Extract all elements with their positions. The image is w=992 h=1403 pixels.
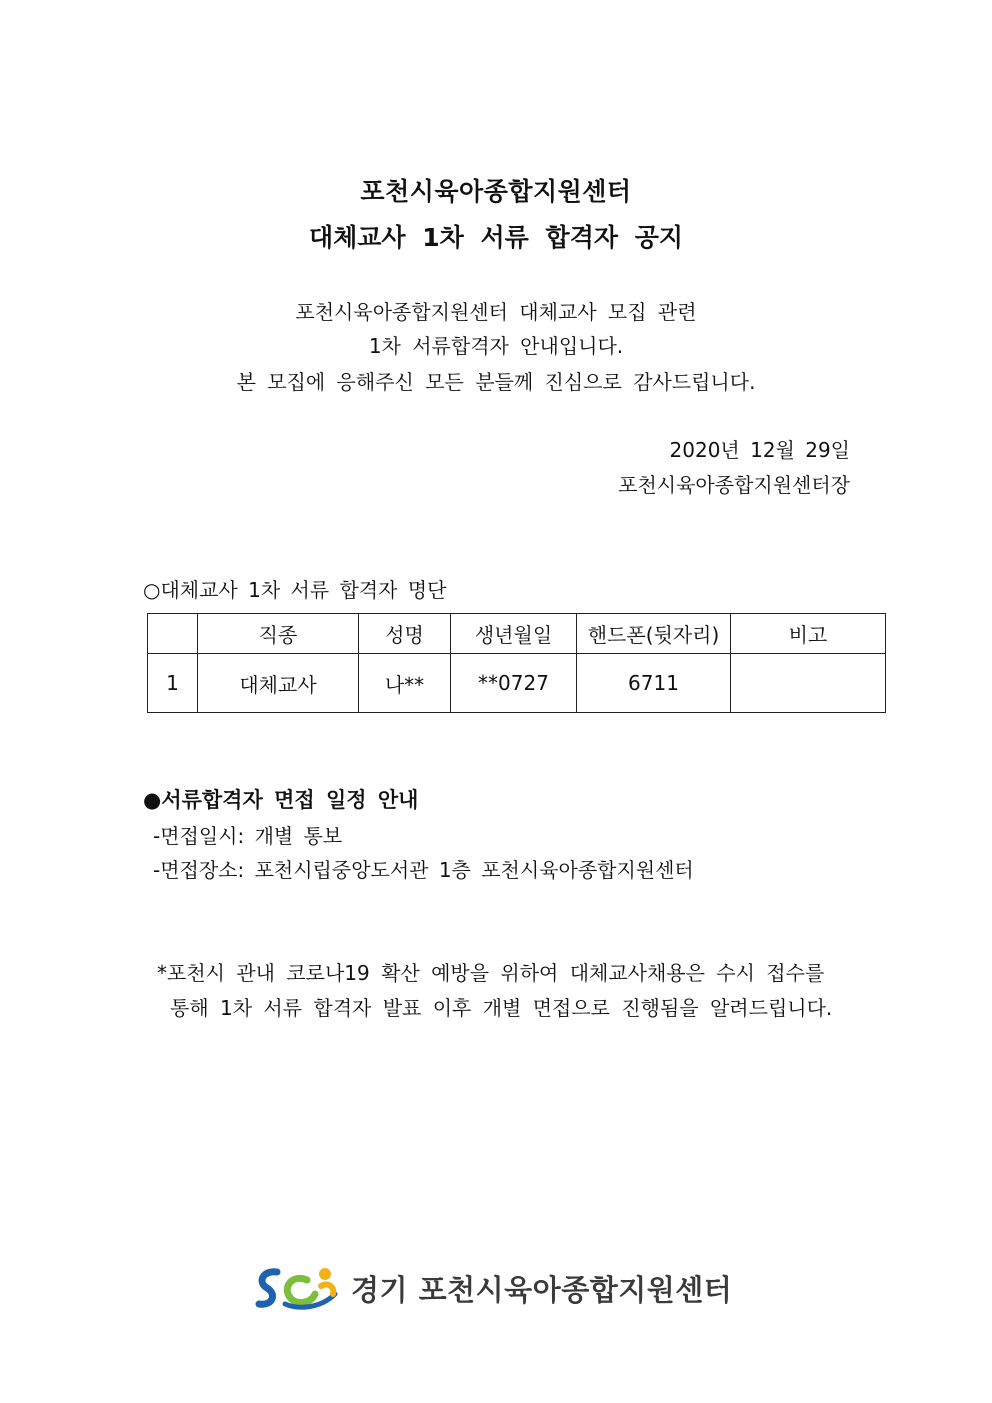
cell-number: 1 xyxy=(148,654,198,713)
cell-birthdate: **0727 xyxy=(451,654,577,713)
notice-date: 2020년 12월 29일 xyxy=(669,438,850,462)
column-header-birthdate: 생년월일 xyxy=(451,614,577,654)
column-header-remarks: 비고 xyxy=(731,614,886,654)
covid-notice-line-1: *포천시 관내 코로나19 확산 예방을 위하여 대체교사채용은 수시 접수를 xyxy=(157,961,825,985)
intro-line-3: 본 모집에 응해주신 모든 분들께 진심으로 감사드립니다. xyxy=(236,370,756,394)
column-header-phone: 핸드폰(뒷자리) xyxy=(577,614,731,654)
column-header-job: 직종 xyxy=(198,614,359,654)
cell-remarks xyxy=(731,654,886,713)
column-header-name: 성명 xyxy=(359,614,451,654)
center-logo-icon xyxy=(255,1264,341,1312)
notice-sender: 포천시육아종합지원센터장 xyxy=(618,473,850,497)
org-title: 포천시육아종합지원센터 xyxy=(360,177,632,206)
interview-place-line: -면접장소: 포천시립중앙도서관 1층 포천시육아종합지원센터 xyxy=(153,858,694,882)
roster-header-row xyxy=(148,614,886,654)
cell-phone: 6711 xyxy=(577,654,731,713)
table-row xyxy=(148,654,886,713)
column-header-number xyxy=(148,614,198,654)
covid-notice-line-2: 통해 1차 서류 합격자 발표 이후 개별 면접으로 진행됨을 알려드립니다. xyxy=(170,996,833,1020)
interview-schedule-title: ●서류합격자 면접 일정 안내 xyxy=(143,788,419,812)
interview-date-line: -면접일시: 개별 통보 xyxy=(153,824,343,848)
footer-org-name: 경기 포천시육아종합지원센터 xyxy=(351,1272,733,1307)
intro-line-1: 포천시육아종합지원센터 대체교사 모집 관련 xyxy=(295,300,697,324)
notice-title: 대체교사 1차 서류 합격자 공지 xyxy=(308,223,683,252)
footer-logo xyxy=(255,1264,732,1312)
cell-name: 나** xyxy=(359,654,451,713)
roster-table xyxy=(147,613,886,713)
intro-line-2: 1차 서류합격자 안내입니다. xyxy=(368,334,624,358)
roster-title: ○대체교사 1차 서류 합격자 명단 xyxy=(143,578,447,602)
cell-job: 대체교사 xyxy=(198,654,359,713)
